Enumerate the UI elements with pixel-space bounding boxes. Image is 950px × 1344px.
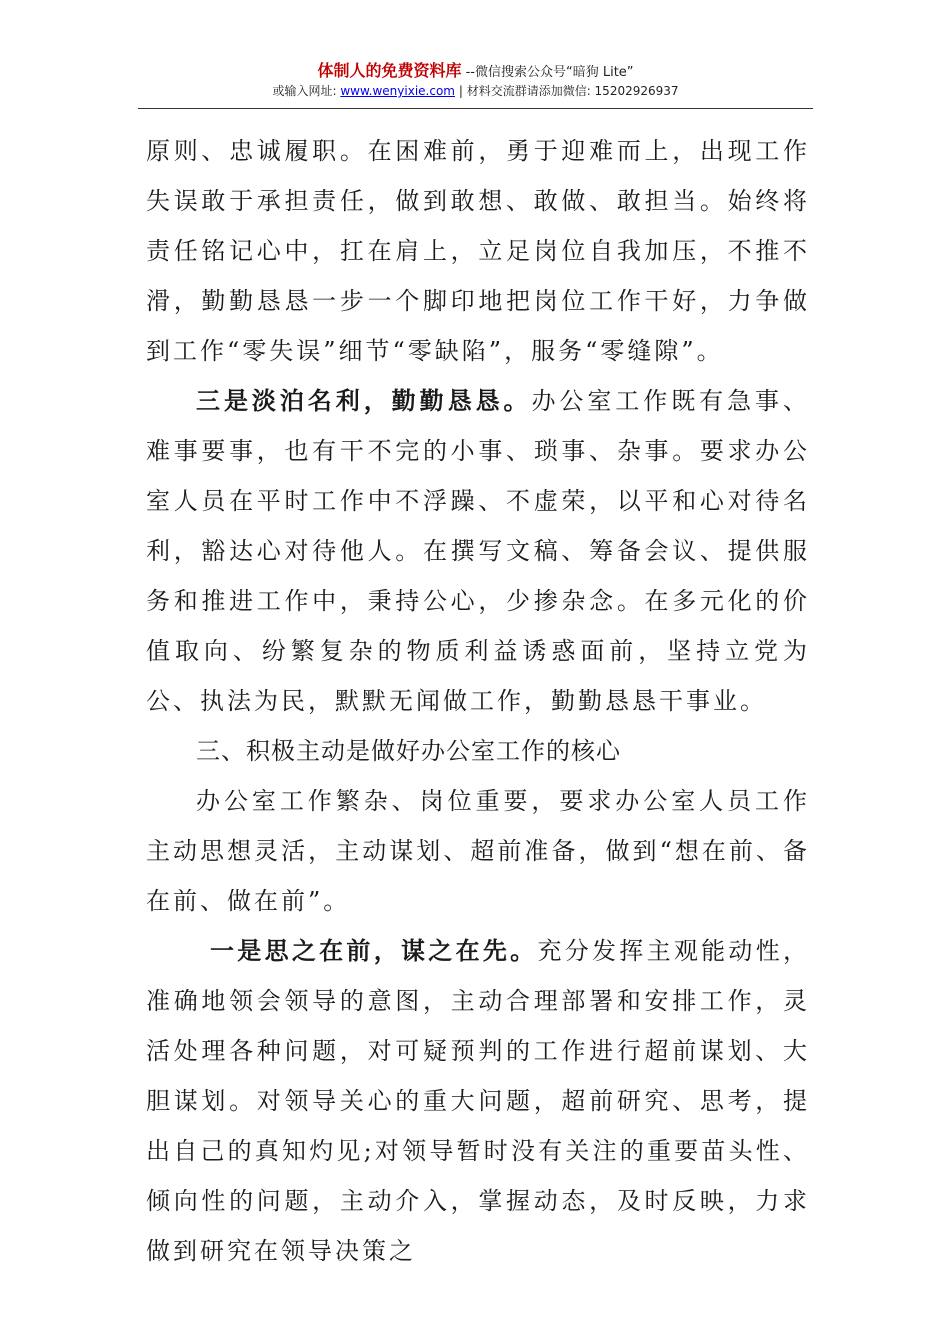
header-separator: | — [458, 84, 463, 98]
header-tagline: --微信搜索公众号“暗狗 Lite” — [465, 65, 634, 80]
header-divider — [138, 108, 813, 109]
paragraph-4-text: 充分发挥主观能动性，准确地领会领导的意图，主动合理部署和安排工作，灵活处理各种问题，对可疑预判的工作进行超前谋划、大胆谋划。对领导关心的重大问题，超前研究、思考，提出自己的真知灼见;对领导暂时没有关注的重要苗头性、倾向性的问题，主动介入，掌握动态，及时反映，力求做到研究在领导决策之 — [146, 937, 811, 1265]
page-header — [138, 62, 813, 100]
paragraph-1: 原则、忠诚履职。在困难前，勇于迎难而上，出现工作失误敢于承担责任，做到敢想、敢做、敢担当。始终将责任铭记心中，扛在肩上，立足岗位自我加压，不推不滑，勤勤恳恳一步一个脚印地把岗位工作干好，力争做到工作“零失误”细节“零缺陷”，服务“零缝隙”。 — [146, 137, 810, 365]
paragraph-4 — [146, 926, 810, 1276]
section-heading-3: 三、积极主动是做好办公室工作的核心 — [196, 737, 621, 765]
paragraph-3: 办公室工作繁杂、岗位重要，要求办公室人员工作主动思想灵活，主动谋划、超前准备，做到“想在前、备在前、做在前”。 — [146, 787, 810, 915]
url-prefix: 或输入网址: — [272, 84, 337, 98]
header-contact-line — [138, 83, 813, 100]
brand-name: 体制人的免费资料库 — [317, 61, 462, 80]
paragraph-2-text: 办公室工作既有急事、难事要事，也有干不完的小事、琐事、杂事。要求办公室人员在平时工作中不浮躁、不虚荣，以平和心对待名利，豁达心对待他人。在撰写文稿、筹备会议、提供服务和推进工作中，秉持公心，少掺杂念。在多元化的价值取向、纷繁复杂的物质利益诱惑面前，坚持立党为公、执法为民，默默无闻做工作，勤勤恳恳干事业。 — [146, 387, 811, 715]
contact-info: 材料交流群请添加微信: 15202926937 — [466, 84, 679, 98]
document-body — [146, 126, 810, 1276]
website-link[interactable]: www.wenyixie.com — [340, 84, 455, 98]
paragraph-2 — [146, 376, 810, 726]
paragraph-2-lead: 三是淡泊名利，勤勤恳恳。 — [196, 386, 532, 415]
paragraph-4-lead: 一是思之在前，谋之在先。 — [210, 936, 538, 965]
header-title-line — [138, 62, 813, 82]
